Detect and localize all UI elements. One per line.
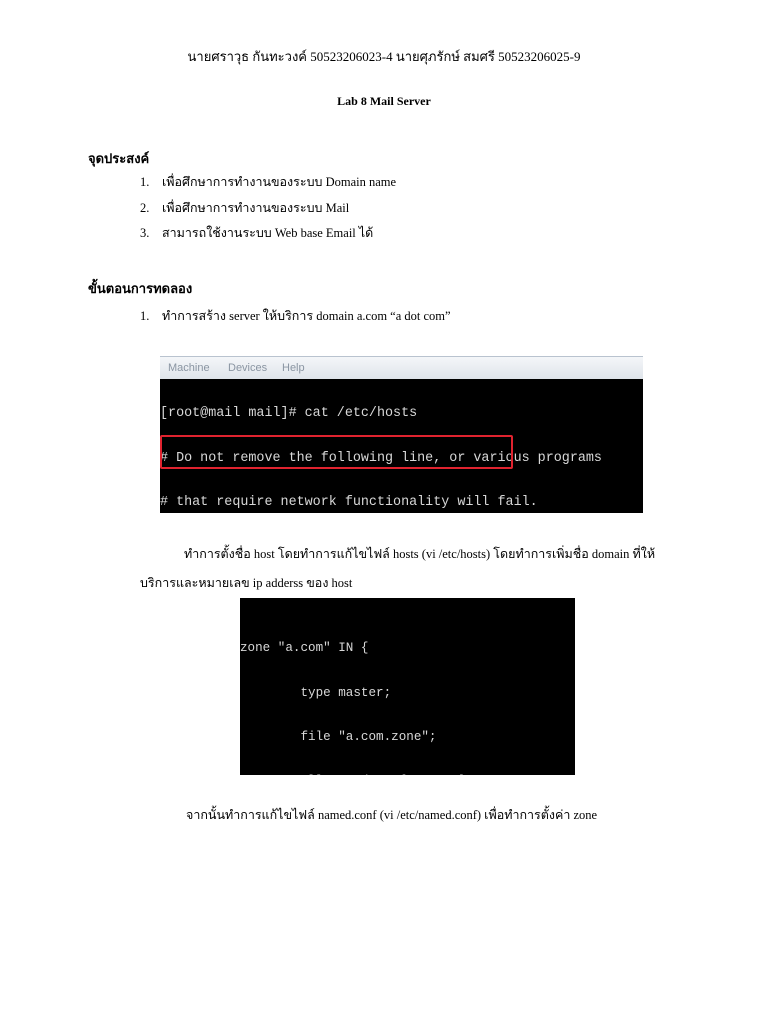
menu-help[interactable]: Help — [282, 362, 305, 374]
procedure-heading: ขั้นตอนการทดลอง — [88, 281, 193, 296]
objectives-heading: จุดประสงค์ — [88, 151, 150, 166]
paragraph-hosts: ทำการตั้งชื่อ host โดยทำการแก้ไขไฟล์ hosts (vi /etc/hosts) โดยทำการเพิ่มชื่อ domain ที่ให้บริการและหมายเลข ip adderss ของ host — [140, 547, 656, 590]
caption-named-conf: จากนั้นทำการแก้ไขไฟล์ named.conf (vi /etc/named.conf) เพื่อทำการตั้งค่า zone — [186, 808, 598, 822]
terminal-line: zone "a.com" IN { — [240, 641, 369, 656]
highlight-box — [160, 435, 513, 469]
terminal-screenshot-hosts — [160, 356, 643, 513]
list-item: 1. เพื่อศึกษาการทำงานของระบบ Domain name — [140, 175, 397, 189]
terminal-output — [240, 612, 474, 775]
list-item: 3. สามารถใช้งานระบบ Web base Email ได้ — [140, 226, 374, 240]
objectives-list — [140, 170, 396, 247]
step-1: 1. ทำการสร้าง server ให้บริการ domain a.com “a dot com” — [140, 309, 451, 323]
terminal-line: # that require network functionality will fail. — [160, 494, 538, 510]
menu-devices[interactable]: Devices — [228, 362, 268, 374]
author-line: นายศราวุธ กันทะวงค์ 50523206023-4 นายศุภรักษ์ สมศรี 50523206025-9 — [187, 49, 581, 64]
document-title: Lab 8 Mail Server — [337, 94, 431, 108]
terminal-line: [root@mail mail]# cat /etc/hosts — [160, 406, 418, 422]
list-item: 2. เพื่อศึกษาการทำงานของระบบ Mail — [140, 200, 350, 215]
terminal-line: # Do not remove the following line, or various programs — [160, 450, 602, 466]
vm-menu-bar — [160, 356, 643, 379]
terminal-line: type master; — [240, 685, 392, 700]
terminal-screenshot-named-conf — [240, 598, 575, 775]
menu-machine[interactable]: Machine — [168, 362, 210, 374]
terminal-line — [240, 774, 474, 775]
terminal-line: file "a.com.zone"; — [240, 729, 437, 744]
